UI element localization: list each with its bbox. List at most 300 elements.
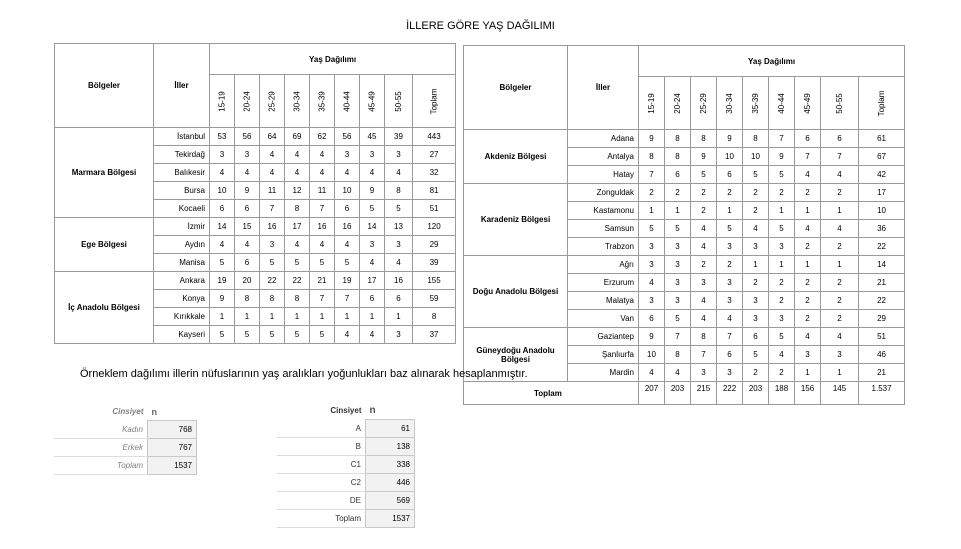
value-cell: 7 bbox=[717, 328, 743, 346]
value-cell: 3 bbox=[360, 236, 385, 254]
city-name: Zonguldak bbox=[568, 184, 639, 202]
value-cell: 4 bbox=[639, 274, 665, 292]
value-cell: 2 bbox=[769, 364, 795, 382]
value-cell: 62 bbox=[310, 128, 335, 146]
ses-table bbox=[277, 402, 415, 528]
value-cell: 5 bbox=[285, 254, 310, 272]
sampling-note: Örneklem dağılımı illerin nüfuslarının yaş aralıkları yoğunlukları baz alınarak hesaplanmıştır. bbox=[80, 368, 528, 380]
region-column-header: Bölgeler bbox=[464, 46, 568, 130]
value-cell: 1 bbox=[360, 308, 385, 326]
value-cell: 4 bbox=[717, 310, 743, 328]
value-cell: 3 bbox=[385, 146, 413, 164]
table-row bbox=[55, 218, 456, 236]
city-name: Şanlıurfa bbox=[568, 346, 639, 364]
age-group-header bbox=[260, 75, 285, 128]
value-cell: 2 bbox=[717, 184, 743, 202]
value-cell: 1 bbox=[717, 202, 743, 220]
value-cell: 5 bbox=[691, 166, 717, 184]
city-name: Aydın bbox=[154, 236, 210, 254]
value-cell: 11 bbox=[310, 182, 335, 200]
value-cell: 6 bbox=[235, 254, 260, 272]
value-cell: 3 bbox=[821, 346, 859, 364]
value-cell: 56 bbox=[235, 128, 260, 146]
value-cell: 2 bbox=[691, 256, 717, 274]
value-cell: 9 bbox=[235, 182, 260, 200]
label-column-header: Cinsiyet bbox=[112, 407, 144, 417]
value-cell: 5 bbox=[639, 220, 665, 238]
row-total-cell: 59 bbox=[413, 290, 456, 308]
value-cell: 69 bbox=[285, 128, 310, 146]
value-cell: 2 bbox=[795, 292, 821, 310]
value-cell: 4 bbox=[335, 326, 360, 344]
row-value: 61 bbox=[366, 420, 415, 438]
row-total-cell: 42 bbox=[859, 166, 905, 184]
value-cell: 8 bbox=[285, 200, 310, 218]
total-row bbox=[464, 382, 905, 405]
row-total-cell: 17 bbox=[859, 184, 905, 202]
value-cell: 4 bbox=[385, 164, 413, 182]
value-cell: 10 bbox=[743, 148, 769, 166]
value-cell: 3 bbox=[385, 326, 413, 344]
value-cell: 2 bbox=[821, 292, 859, 310]
row-total-cell: 29 bbox=[413, 236, 456, 254]
row-total-cell: 32 bbox=[413, 164, 456, 182]
value-cell: 2 bbox=[769, 274, 795, 292]
value-cell: 7 bbox=[691, 346, 717, 364]
value-cell: 3 bbox=[665, 238, 691, 256]
value-cell: 3 bbox=[691, 274, 717, 292]
value-cell: 3 bbox=[717, 238, 743, 256]
value-cell: 7 bbox=[665, 328, 691, 346]
age-group-header bbox=[743, 77, 769, 130]
value-cell: 17 bbox=[360, 272, 385, 290]
age-group-label: 40-44 bbox=[342, 90, 352, 112]
value-cell: 6 bbox=[717, 166, 743, 184]
value-cell: 5 bbox=[235, 326, 260, 344]
row-value: 1537 bbox=[366, 510, 415, 528]
value-cell: 2 bbox=[795, 310, 821, 328]
value-cell: 3 bbox=[235, 146, 260, 164]
value-cell: 8 bbox=[665, 346, 691, 364]
age-group-label: 20-24 bbox=[673, 92, 682, 114]
table-row bbox=[464, 328, 905, 346]
value-cell: 1 bbox=[821, 202, 859, 220]
value-cell: 16 bbox=[260, 218, 285, 236]
age-group-label: 35-39 bbox=[751, 92, 760, 114]
city-name: Erzurum bbox=[568, 274, 639, 292]
row-total-cell: 10 bbox=[859, 202, 905, 220]
city-name: Tekirdağ bbox=[154, 146, 210, 164]
city-column-header: İller bbox=[154, 44, 210, 128]
value-cell: 8 bbox=[260, 290, 285, 308]
row-total-cell: 36 bbox=[859, 220, 905, 238]
value-cell: 6 bbox=[665, 166, 691, 184]
value-cell: 3 bbox=[335, 146, 360, 164]
value-cell: 4 bbox=[795, 220, 821, 238]
value-cell: 2 bbox=[717, 256, 743, 274]
row-total-cell: 14 bbox=[859, 256, 905, 274]
row-total-cell: 27 bbox=[413, 146, 456, 164]
row-total-cell: 120 bbox=[413, 218, 456, 236]
city-name: Adana bbox=[568, 130, 639, 148]
n-column-header: n bbox=[369, 405, 376, 416]
row-label: C1 bbox=[277, 456, 366, 474]
row-value: 767 bbox=[148, 439, 197, 457]
value-cell: 2 bbox=[743, 184, 769, 202]
table-row bbox=[277, 492, 415, 510]
value-cell: 53 bbox=[210, 128, 235, 146]
value-cell: 3 bbox=[210, 146, 235, 164]
region-name: İç Anadolu Bölgesi bbox=[55, 272, 154, 344]
region-name: Akdeniz Bölgesi bbox=[464, 130, 568, 184]
table-row bbox=[277, 474, 415, 492]
value-cell: 6 bbox=[795, 130, 821, 148]
age-group-header bbox=[691, 77, 717, 130]
value-cell: 4 bbox=[743, 220, 769, 238]
value-cell: 4 bbox=[821, 220, 859, 238]
table-row bbox=[55, 272, 456, 290]
value-cell: 3 bbox=[717, 274, 743, 292]
column-total-cell: 215 bbox=[691, 382, 717, 405]
region-column-header: Bölgeler bbox=[55, 44, 154, 128]
header-row bbox=[54, 403, 197, 421]
age-group-label: 35-39 bbox=[317, 90, 327, 112]
value-cell: 16 bbox=[310, 218, 335, 236]
value-cell: 8 bbox=[639, 148, 665, 166]
age-group-label: 45-49 bbox=[367, 90, 377, 112]
column-total-cell: 156 bbox=[795, 382, 821, 405]
value-cell: 5 bbox=[285, 326, 310, 344]
value-cell: 1 bbox=[639, 202, 665, 220]
right-age-table bbox=[463, 45, 905, 405]
city-name: Balıkesir bbox=[154, 164, 210, 182]
table-row bbox=[464, 184, 905, 202]
column-total-cell: 222 bbox=[717, 382, 743, 405]
age-group-label: Toplam bbox=[429, 88, 439, 114]
value-cell: 3 bbox=[769, 238, 795, 256]
row-label: Erkek bbox=[54, 439, 148, 457]
value-cell: 21 bbox=[310, 272, 335, 290]
value-cell: 4 bbox=[310, 236, 335, 254]
value-cell: 2 bbox=[795, 274, 821, 292]
table-row bbox=[54, 457, 197, 475]
age-group-label: 25-29 bbox=[267, 90, 277, 112]
value-cell: 14 bbox=[210, 218, 235, 236]
value-cell: 10 bbox=[210, 182, 235, 200]
value-cell: 2 bbox=[821, 238, 859, 256]
value-cell: 3 bbox=[743, 238, 769, 256]
value-cell: 4 bbox=[691, 238, 717, 256]
row-value: 569 bbox=[366, 492, 415, 510]
value-cell: 1 bbox=[260, 308, 285, 326]
age-group-label: 20-24 bbox=[242, 90, 252, 112]
value-cell: 3 bbox=[639, 238, 665, 256]
column-total-cell: 188 bbox=[769, 382, 795, 405]
value-cell: 5 bbox=[665, 310, 691, 328]
header-row bbox=[277, 402, 415, 420]
age-group-label: 50-55 bbox=[394, 90, 403, 112]
value-cell: 13 bbox=[385, 218, 413, 236]
value-cell: 3 bbox=[360, 146, 385, 164]
value-cell: 1 bbox=[385, 308, 413, 326]
age-group-header bbox=[795, 77, 821, 130]
value-cell: 6 bbox=[717, 346, 743, 364]
age-group-label: 45-49 bbox=[803, 92, 812, 114]
row-total-cell: 51 bbox=[859, 328, 905, 346]
city-name: Bursa bbox=[154, 182, 210, 200]
value-cell: 4 bbox=[210, 164, 235, 182]
table-row bbox=[464, 130, 905, 148]
value-cell: 7 bbox=[769, 130, 795, 148]
value-cell: 45 bbox=[360, 128, 385, 146]
value-cell: 19 bbox=[210, 272, 235, 290]
left-age-table bbox=[54, 43, 456, 344]
row-label: C2 bbox=[277, 474, 366, 492]
city-name: Kayseri bbox=[154, 326, 210, 344]
value-cell: 4 bbox=[310, 164, 335, 182]
value-cell: 4 bbox=[335, 164, 360, 182]
table-row bbox=[464, 256, 905, 274]
value-cell: 3 bbox=[743, 310, 769, 328]
value-cell: 6 bbox=[821, 130, 859, 148]
value-cell: 9 bbox=[691, 148, 717, 166]
value-cell: 3 bbox=[385, 236, 413, 254]
age-group-label: 30-34 bbox=[292, 90, 302, 112]
value-cell: 9 bbox=[717, 130, 743, 148]
value-cell: 6 bbox=[210, 200, 235, 218]
value-cell: 8 bbox=[691, 130, 717, 148]
age-group-header bbox=[717, 77, 743, 130]
value-cell: 1 bbox=[769, 256, 795, 274]
value-cell: 3 bbox=[769, 310, 795, 328]
age-group-header bbox=[210, 75, 235, 128]
column-total-cell: 203 bbox=[665, 382, 691, 405]
value-cell: 2 bbox=[769, 184, 795, 202]
value-cell: 4 bbox=[795, 166, 821, 184]
value-cell: 2 bbox=[795, 184, 821, 202]
value-cell: 4 bbox=[385, 254, 413, 272]
city-name: Gaziantep bbox=[568, 328, 639, 346]
value-cell: 5 bbox=[769, 166, 795, 184]
value-cell: 15 bbox=[235, 218, 260, 236]
value-cell: 3 bbox=[665, 274, 691, 292]
value-cell: 22 bbox=[285, 272, 310, 290]
age-group-header bbox=[665, 77, 691, 130]
value-cell: 1 bbox=[769, 202, 795, 220]
value-cell: 4 bbox=[769, 346, 795, 364]
value-cell: 8 bbox=[665, 130, 691, 148]
value-cell: 1 bbox=[743, 256, 769, 274]
value-cell: 14 bbox=[360, 218, 385, 236]
value-cell: 5 bbox=[385, 200, 413, 218]
value-cell: 3 bbox=[665, 256, 691, 274]
value-cell: 5 bbox=[769, 220, 795, 238]
value-cell: 4 bbox=[285, 146, 310, 164]
value-cell: 2 bbox=[795, 238, 821, 256]
age-group-header bbox=[859, 77, 905, 130]
value-cell: 2 bbox=[769, 292, 795, 310]
table-row bbox=[277, 456, 415, 474]
value-cell: 8 bbox=[691, 328, 717, 346]
page-title: İLLERE GÖRE YAŞ DAĞILIMI bbox=[406, 20, 555, 32]
value-cell: 39 bbox=[385, 128, 413, 146]
row-value: 446 bbox=[366, 474, 415, 492]
column-total-cell: 207 bbox=[639, 382, 665, 405]
value-cell: 7 bbox=[310, 200, 335, 218]
value-cell: 4 bbox=[310, 146, 335, 164]
value-cell: 9 bbox=[769, 148, 795, 166]
row-label: Toplam bbox=[54, 457, 148, 475]
row-label: B bbox=[277, 438, 366, 456]
value-cell: 7 bbox=[821, 148, 859, 166]
value-cell: 6 bbox=[335, 200, 360, 218]
total-label: Toplam bbox=[464, 382, 639, 405]
value-cell: 10 bbox=[335, 182, 360, 200]
city-name: Mardin bbox=[568, 364, 639, 382]
value-cell: 11 bbox=[260, 182, 285, 200]
value-cell: 7 bbox=[260, 200, 285, 218]
row-total-cell: 51 bbox=[413, 200, 456, 218]
value-cell: 3 bbox=[260, 236, 285, 254]
value-cell: 7 bbox=[639, 166, 665, 184]
value-cell: 9 bbox=[639, 130, 665, 148]
city-column-header: İller bbox=[568, 46, 639, 130]
header-row bbox=[464, 46, 905, 77]
value-cell: 4 bbox=[360, 326, 385, 344]
value-cell: 5 bbox=[717, 220, 743, 238]
row-total-cell: 81 bbox=[413, 182, 456, 200]
value-cell: 5 bbox=[260, 254, 285, 272]
table-row bbox=[54, 439, 197, 457]
row-total-cell: 22 bbox=[859, 238, 905, 256]
row-value: 338 bbox=[366, 456, 415, 474]
age-group-header bbox=[769, 77, 795, 130]
city-name: Trabzon bbox=[568, 238, 639, 256]
region-name: Ege Bölgesi bbox=[55, 218, 154, 272]
row-total-cell: 67 bbox=[859, 148, 905, 166]
value-cell: 4 bbox=[285, 236, 310, 254]
age-distribution-header: Yaş Dağılımı bbox=[210, 44, 456, 75]
column-total-cell: 203 bbox=[743, 382, 769, 405]
header-row bbox=[55, 44, 456, 75]
value-cell: 3 bbox=[717, 364, 743, 382]
value-cell: 22 bbox=[260, 272, 285, 290]
value-cell: 5 bbox=[360, 200, 385, 218]
age-group-label: 30-34 bbox=[725, 92, 734, 114]
city-name: Antalya bbox=[568, 148, 639, 166]
age-group-header bbox=[285, 75, 310, 128]
value-cell: 3 bbox=[717, 292, 743, 310]
age-group-label: 50-55 bbox=[835, 92, 844, 114]
city-name: Kırıkkale bbox=[154, 308, 210, 326]
value-cell: 6 bbox=[360, 290, 385, 308]
city-name: İstanbul bbox=[154, 128, 210, 146]
age-group-label: Toplam bbox=[877, 90, 887, 116]
row-value: 1537 bbox=[148, 457, 197, 475]
value-cell: 20 bbox=[235, 272, 260, 290]
value-cell: 4 bbox=[821, 166, 859, 184]
value-cell: 5 bbox=[210, 326, 235, 344]
value-cell: 1 bbox=[285, 308, 310, 326]
value-cell: 3 bbox=[639, 256, 665, 274]
table-row bbox=[277, 420, 415, 438]
row-label: Toplam bbox=[277, 510, 366, 528]
age-group-label: 15-19 bbox=[647, 92, 656, 114]
row-total-cell: 37 bbox=[413, 326, 456, 344]
value-cell: 7 bbox=[335, 290, 360, 308]
row-total-cell: 29 bbox=[859, 310, 905, 328]
value-cell: 64 bbox=[260, 128, 285, 146]
age-group-label: 25-29 bbox=[699, 92, 708, 114]
value-cell: 3 bbox=[639, 292, 665, 310]
value-cell: 4 bbox=[639, 364, 665, 382]
city-name: Ağrı bbox=[568, 256, 639, 274]
value-cell: 4 bbox=[335, 236, 360, 254]
value-cell: 2 bbox=[821, 184, 859, 202]
value-cell: 6 bbox=[235, 200, 260, 218]
value-cell: 3 bbox=[691, 364, 717, 382]
value-cell: 4 bbox=[235, 236, 260, 254]
region-name: Karadeniz Bölgesi bbox=[464, 184, 568, 256]
value-cell: 4 bbox=[691, 292, 717, 310]
value-cell: 1 bbox=[821, 364, 859, 382]
value-cell: 6 bbox=[385, 290, 413, 308]
value-cell: 1 bbox=[821, 256, 859, 274]
value-cell: 4 bbox=[210, 236, 235, 254]
value-cell: 4 bbox=[665, 364, 691, 382]
value-cell: 17 bbox=[285, 218, 310, 236]
age-group-header bbox=[335, 75, 360, 128]
value-cell: 4 bbox=[360, 164, 385, 182]
value-cell: 1 bbox=[795, 256, 821, 274]
city-name: Kastamonu bbox=[568, 202, 639, 220]
value-cell: 16 bbox=[335, 218, 360, 236]
age-distribution-header: Yaş Dağılımı bbox=[639, 46, 905, 77]
city-name: Kocaeli bbox=[154, 200, 210, 218]
city-name: Konya bbox=[154, 290, 210, 308]
region-name: Güneydoğu Anadolu Bölgesi bbox=[464, 328, 568, 382]
value-cell: 1 bbox=[335, 308, 360, 326]
value-cell: 8 bbox=[285, 290, 310, 308]
region-name: Doğu Anadolu Bölgesi bbox=[464, 256, 568, 328]
value-cell: 10 bbox=[639, 346, 665, 364]
value-cell: 4 bbox=[821, 328, 859, 346]
row-total-cell: 22 bbox=[859, 292, 905, 310]
value-cell: 9 bbox=[639, 328, 665, 346]
value-cell: 2 bbox=[639, 184, 665, 202]
city-name: Ankara bbox=[154, 272, 210, 290]
value-cell: 8 bbox=[385, 182, 413, 200]
value-cell: 5 bbox=[210, 254, 235, 272]
age-group-header bbox=[360, 75, 385, 128]
value-cell: 7 bbox=[310, 290, 335, 308]
value-cell: 5 bbox=[743, 166, 769, 184]
value-cell: 19 bbox=[335, 272, 360, 290]
value-cell: 3 bbox=[665, 292, 691, 310]
city-name: Malatya bbox=[568, 292, 639, 310]
value-cell: 2 bbox=[743, 202, 769, 220]
value-cell: 4 bbox=[260, 164, 285, 182]
age-group-header bbox=[639, 77, 665, 130]
table-row bbox=[277, 510, 415, 528]
value-cell: 1 bbox=[795, 364, 821, 382]
age-group-label: 15-19 bbox=[217, 90, 227, 112]
value-cell: 2 bbox=[743, 364, 769, 382]
column-total-cell: 1.537 bbox=[859, 382, 905, 405]
value-cell: 2 bbox=[743, 274, 769, 292]
value-cell: 56 bbox=[335, 128, 360, 146]
city-name: Van bbox=[568, 310, 639, 328]
